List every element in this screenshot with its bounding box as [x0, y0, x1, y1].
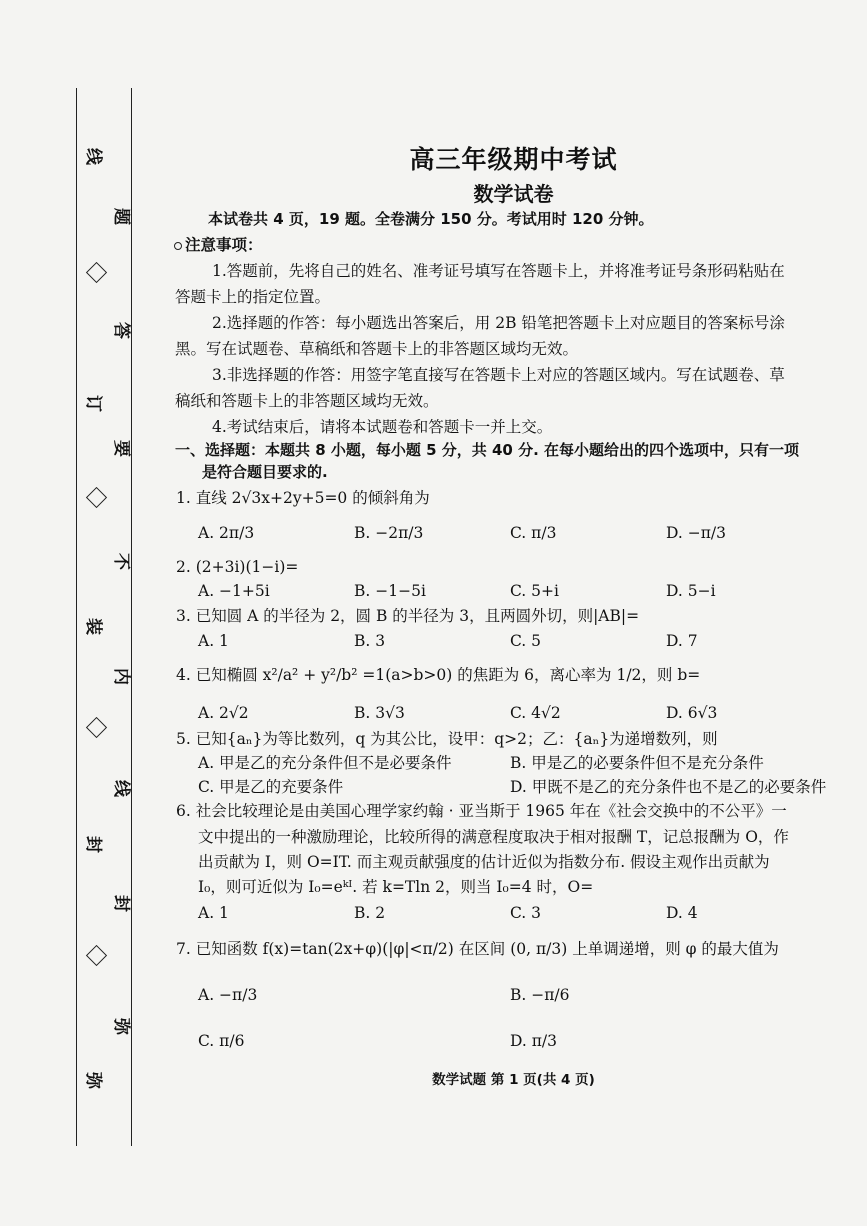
option: D. 甲既不是乙的充分条件也不是乙的必要条件: [510, 778, 827, 796]
margin-label: 线: [111, 780, 131, 797]
option: A. 2π/3: [198, 524, 255, 542]
margin-diamond: [86, 945, 107, 966]
option: C. 甲是乙的充要条件: [198, 778, 344, 796]
margin-diamond: [86, 717, 107, 738]
notice-heading: 注意事项：: [174, 236, 263, 255]
margin-label: 题: [111, 208, 131, 225]
notice-bullet-icon: [174, 242, 182, 250]
option: D. π/3: [510, 1032, 557, 1050]
question-stem: 7. 已知函数 f(x)=tan(2x+φ)(|φ|<π/2) 在区间 (0, π/3) 上单调递增，则 φ 的最大值为: [176, 940, 779, 958]
option: D. 7: [666, 632, 698, 650]
option: A. −π/3: [198, 986, 258, 1004]
question-stem: 3. 已知圆 A 的半径为 2，圆 B 的半径为 3，且两圆外切，则|AB|=: [176, 607, 640, 625]
notice-line: 1.答题前，先将自己的姓名、准考证号填写在答题卡上，并将准考证号条形码粘贴在: [212, 262, 785, 280]
margin-label: 答: [111, 322, 131, 339]
option: D. −π/3: [666, 524, 726, 542]
section-heading-cont: 是符合题目要求的.: [202, 463, 328, 481]
option: C. 3: [510, 904, 542, 922]
notice-line: 4.考试结束后，请将本试题卷和答题卡一并上交。: [212, 418, 553, 436]
question-stem: 6. 社会比较理论是由美国心理学家约翰 · 亚当斯于 1965 年在《社会交换中的不公平》一: [176, 802, 787, 820]
page-footer: 数学试题 第 1 页(共 4 页): [432, 1072, 595, 1088]
section-heading: 一、选择题：本题共 8 小题，每小题 5 分，共 40 分. 在每小题给出的四个选项中，只有一项: [175, 441, 800, 459]
question-stem: 1. 直线 2√3x+2y+5=0 的倾斜角为: [176, 489, 430, 507]
margin-label: 要: [111, 440, 131, 457]
question-stem: 4. 已知椭圆 x²/a² + y²/b² =1(a>b>0) 的焦距为 6，离心率为 1/2，则 b=: [176, 666, 701, 684]
question-stem-cont: 出贡献为 I，则 O=IT. 而主观贡献强度的估计近似为指数分布. 假设主观作出贡献为: [198, 853, 770, 871]
margin-label: 弥: [83, 1072, 103, 1089]
margin-line-left: [76, 88, 77, 1146]
margin-line-right: [131, 88, 132, 1146]
margin-label: 不: [111, 553, 131, 570]
notice-line: 稿纸和答题卡上的非答题区域均无效。: [175, 392, 439, 410]
notice-line: 答题卡上的指定位置。: [175, 288, 331, 306]
margin-diamond: [86, 487, 107, 508]
exam-subtitle: 数学试卷: [473, 182, 554, 206]
option: D. 5−i: [666, 582, 716, 600]
option: A. −1+5i: [198, 582, 270, 600]
option: B. 3√3: [354, 704, 405, 722]
option: A. 1: [198, 904, 229, 922]
option: A. 2√2: [198, 704, 249, 722]
option: C. π/6: [198, 1032, 245, 1050]
question-stem: 2. (2+3i)(1−i)=: [176, 558, 299, 576]
exam-title: 高三年级期中考试: [409, 145, 618, 174]
margin-label: 线: [83, 148, 103, 165]
option: B. −1−5i: [354, 582, 426, 600]
option: B. 甲是乙的必要条件但不是充分条件: [510, 754, 764, 772]
question-stem: 5. 已知{aₙ}为等比数列，q 为其公比，设甲：q>2；乙：{aₙ}为递增数列，则: [176, 730, 718, 748]
margin-label: 装: [83, 618, 103, 635]
option: A. 1: [198, 632, 229, 650]
notice-line: 2.选择题的作答：每小题选出答案后，用 2B 铅笔把答题卡上对应题目的答案标号涂: [212, 314, 785, 332]
option: C. 4√2: [510, 704, 561, 722]
option: C. 5: [510, 632, 542, 650]
option: B. 3: [354, 632, 386, 650]
option: B. −2π/3: [354, 524, 424, 542]
margin-diamond: [86, 262, 107, 283]
option: C. π/3: [510, 524, 557, 542]
option: D. 4: [666, 904, 698, 922]
option: B. −π/6: [510, 986, 570, 1004]
notice-line: 3.非选择题的作答：用签字笔直接写在答题卡上对应的答题区域内。写在试题卷、草: [212, 366, 785, 384]
margin-label: 内: [111, 668, 131, 685]
option: D. 6√3: [666, 704, 718, 722]
exam-info: 本试卷共 4 页，19 题。全卷满分 150 分。考试用时 120 分钟。: [208, 210, 654, 228]
option: B. 2: [354, 904, 386, 922]
margin-label: 订: [83, 395, 103, 412]
margin-label: 封: [83, 836, 103, 853]
option: A. 甲是乙的充分条件但不是必要条件: [198, 754, 452, 772]
margin-label: 封: [111, 895, 131, 912]
margin-label: 弥: [111, 1018, 131, 1035]
question-stem-cont: 文中提出的一种激励理论，比较所得的满意程度取决于相对报酬 T，记总报酬为 O，作: [198, 828, 789, 846]
notice-line: 黑。写在试题卷、草稿纸和答题卡上的非答题区域均无效。: [175, 340, 579, 358]
question-stem-cont: I₀，则可近似为 I₀=eᵏᴵ. 若 k=Tln 2，则当 I₀=4 时，O=: [198, 878, 594, 896]
option: C. 5+i: [510, 582, 559, 600]
